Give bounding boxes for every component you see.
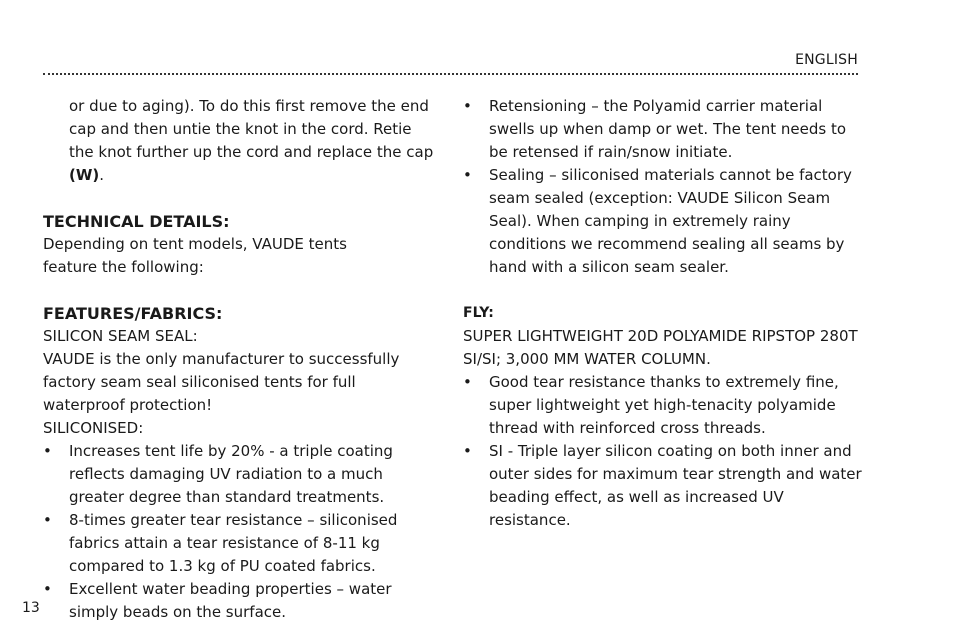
list-item-text: 8-times greater tear resistance – siliconised fabrics attain a tear resistance of 8-11 kg compared to 1.3 kg of PU coated fabrics. [69,511,398,575]
list-item [463,95,863,164]
list-item [463,164,863,279]
list-item-text: Retensioning – the Polyamid carrier material swells up when damp or wet. The tent needs to be retensed if rain/snow initiate. [489,97,847,161]
list-item-text: Good tear resistance thanks to extremely fine, super lightweight yet high-tenacity polyamide thread with reinforced cross threads. [489,373,839,437]
properties-list [463,95,863,279]
intro-paragraph [43,95,438,187]
technical-text: Depending on tent models, VAUDE tents feature the following: [43,235,347,276]
right-column [463,95,863,532]
list-item [43,509,438,578]
bullet-glyph: • [43,511,52,529]
siliconised-list [43,440,438,624]
fly-spec: SUPER LIGHTWEIGHT 20D POLYAMIDE RIPSTOP 280T SI/SI; 3,000 MM WATER COLUMN. [463,327,858,368]
list-item [463,371,863,440]
bullet-glyph: • [43,580,52,598]
list-item-text: Excellent water beading properties – water simply beads on the surface. [69,580,392,621]
bullet-glyph: • [463,373,472,391]
fly-list [463,371,863,532]
intro-end: . [99,166,105,184]
bullet-glyph: • [43,442,52,460]
language-label: ENGLISH [795,52,858,68]
bullet-glyph: • [463,97,472,115]
siliconised-label: SILICONISED: [43,419,144,437]
dotted-divider [43,73,858,75]
features-heading: FEATURES/FABRICS: [43,304,223,323]
list-item-text: Sealing – siliconised materials cannot be factory seam sealed (exception: VAUDE Silicon Seam Seal). When camping in extremely rainy conditions we recommend sealing all seams by hand with a silicon seam sealer. [489,166,852,276]
list-item-text: SI - Triple layer silicon coating on both inner and outer sides for maximum tear strength and water beading effect, as well as increased UV resistance. [489,442,862,529]
page-number: 13 [22,600,40,616]
seam-seal-text: VAUDE is the only manufacturer to successfully factory seam seal siliconised tents for full waterproof protection! [43,350,400,414]
bullet-glyph: • [463,166,472,184]
list-item [43,578,438,624]
bullet-glyph: • [463,442,472,460]
seam-seal-label: SILICON SEAM SEAL: [43,327,198,345]
technical-heading: TECHNICAL DETAILS: [43,212,230,231]
list-item-text: Increases tent life by 20% - a triple coating reflects damaging UV radiation to a much greater degree than standard treatments. [69,442,393,506]
intro-bold-ref: (W) [69,166,100,184]
list-item [43,440,438,509]
list-item [463,440,863,532]
left-column [43,95,438,624]
fly-heading: FLY: [463,305,494,321]
intro-text: or due to aging). To do this first remove the end cap and then untie the knot in the cord. Retie the knot further up the cord and replace the cap [69,97,434,161]
